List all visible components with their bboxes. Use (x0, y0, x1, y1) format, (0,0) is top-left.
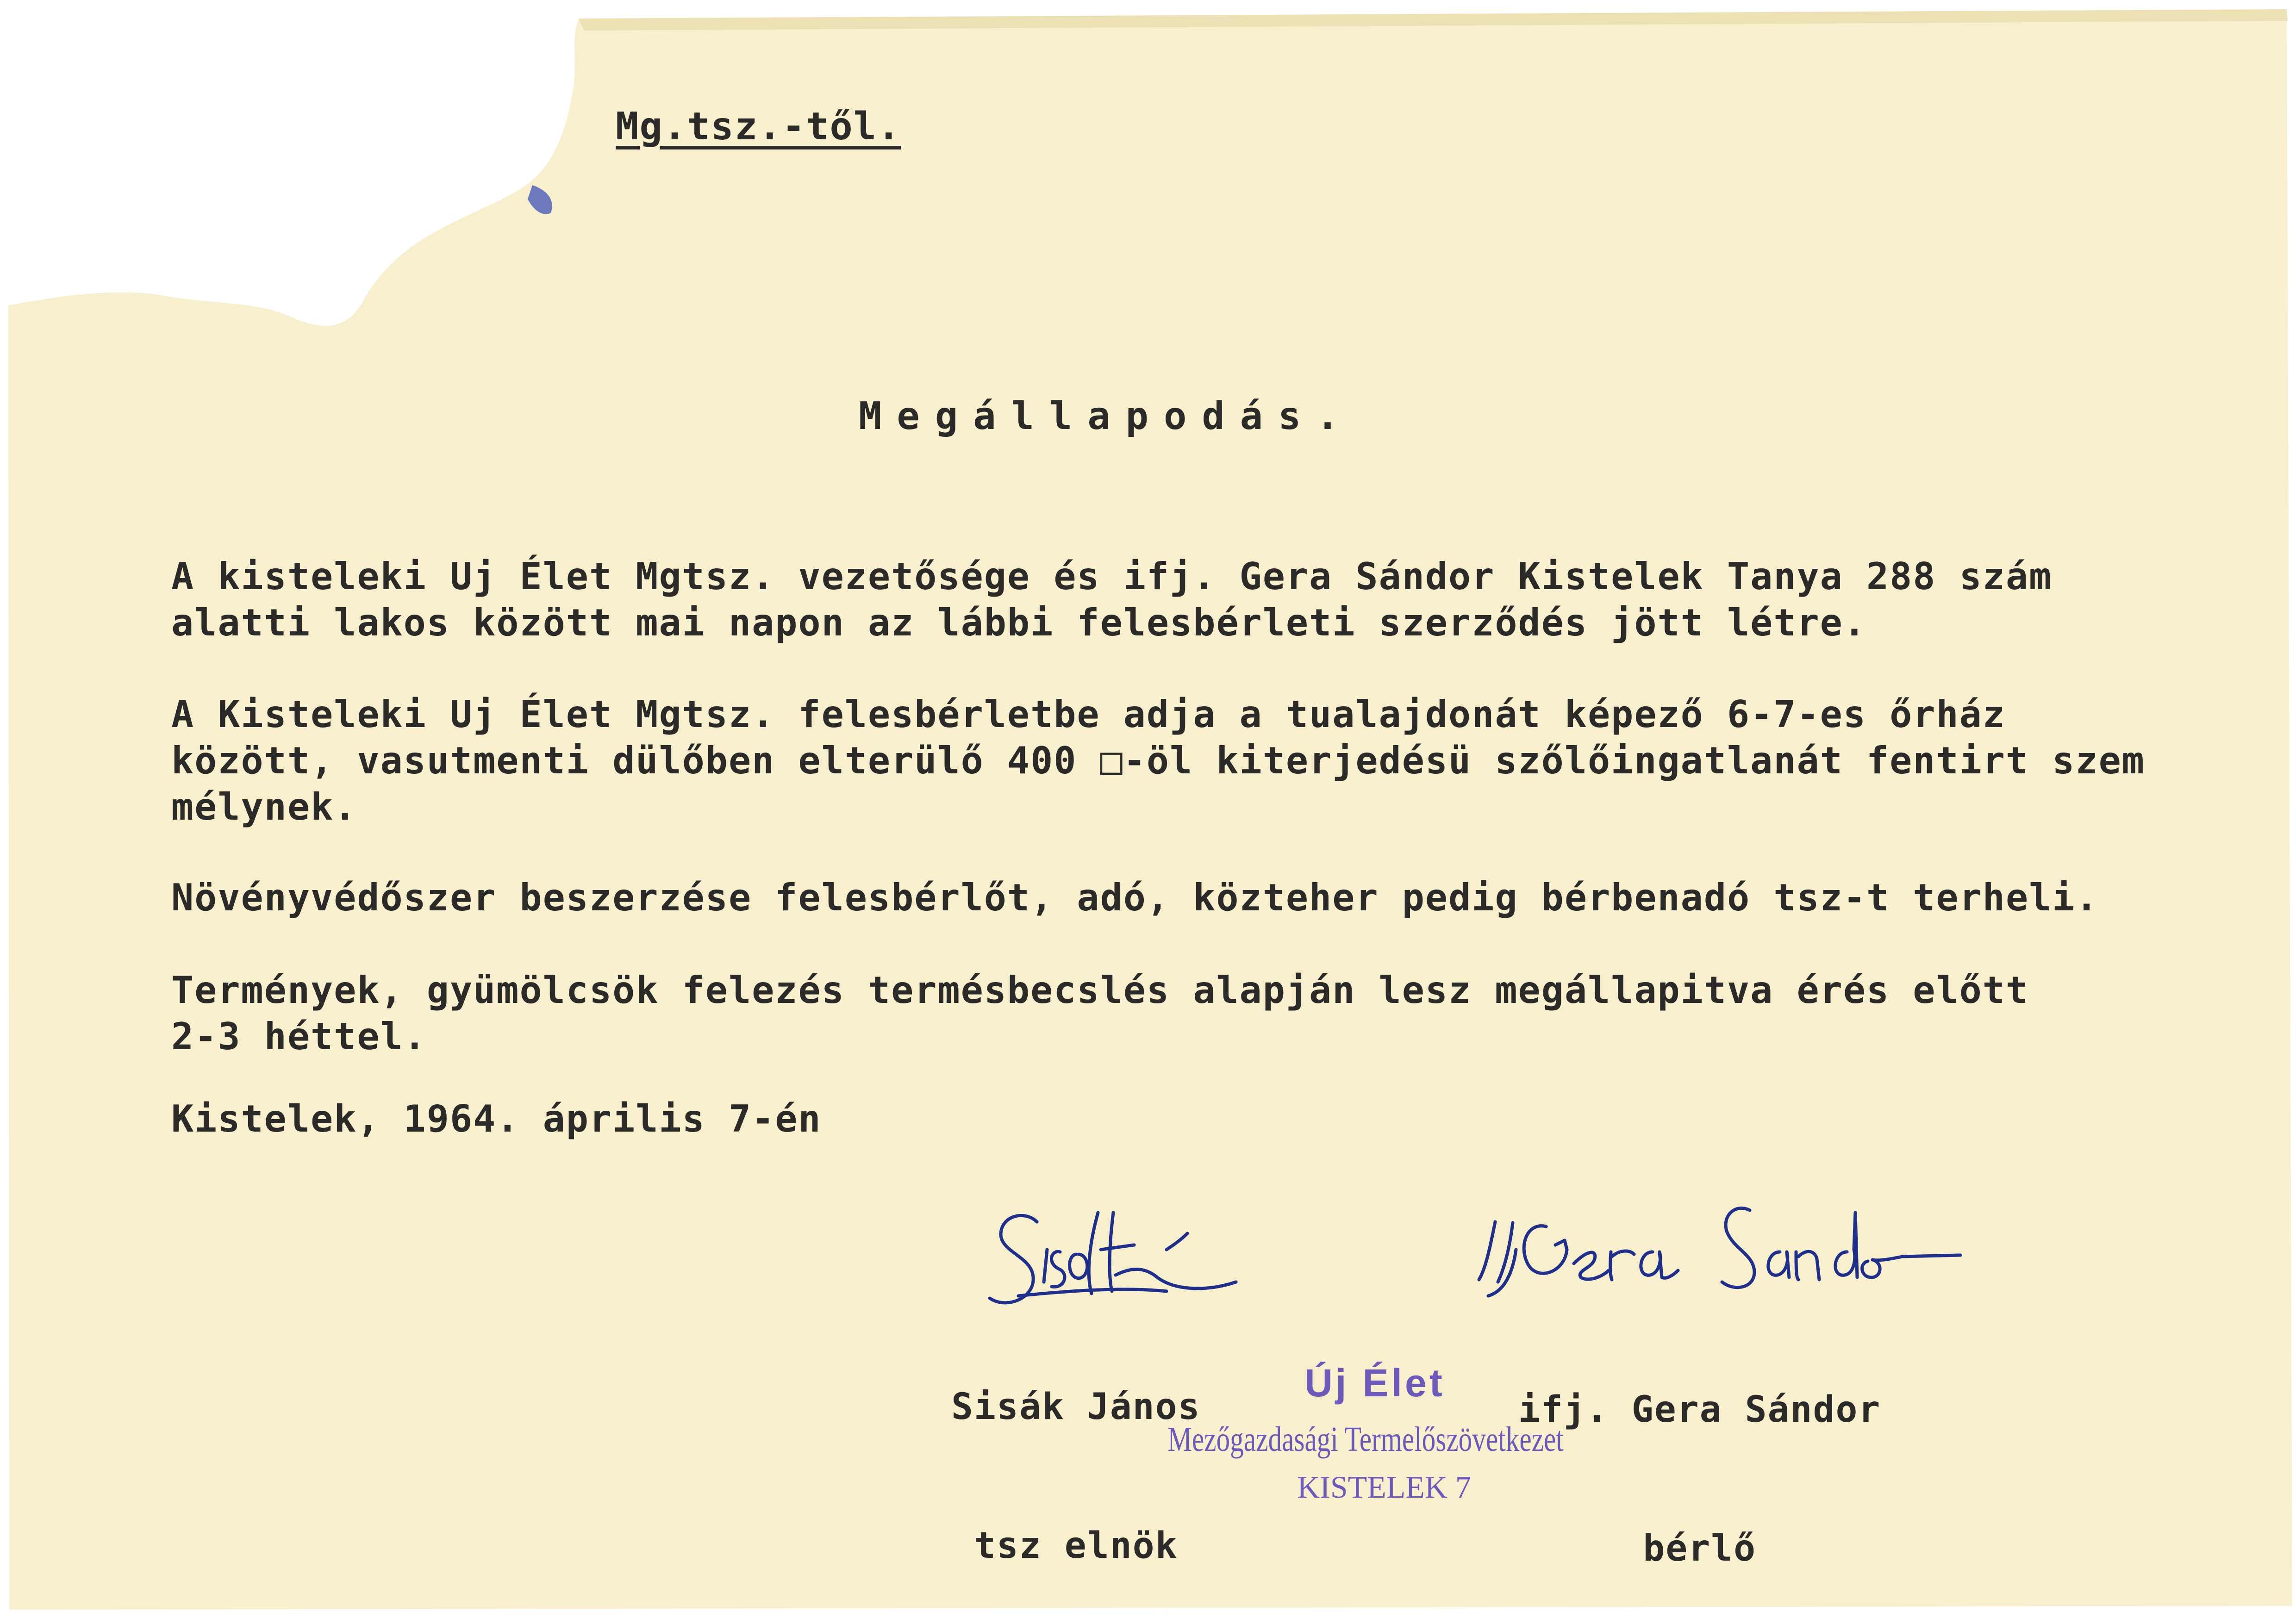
stamp-line-2: Mezőgazdasági Termelőszövetkezet (1167, 1420, 1564, 1459)
stamp-line-1: Új Élet (1304, 1361, 1445, 1405)
header-org-line: Mg.tsz.-től. (616, 105, 901, 149)
document-title: Megállapodás. (859, 394, 1354, 438)
cooperative-stamp (1042, 1361, 1690, 1506)
chairman-handwritten-signature (990, 1213, 1236, 1303)
paragraph-costs: Növényvédőszer beszerzése felesbérlőt, adó, közteher pedig bérbenadó tsz-t terheli. (171, 876, 2099, 919)
tenant-name: ifj. Gera Sándor (1518, 1389, 1881, 1431)
tenant-handwritten-signature (1479, 1208, 1960, 1296)
tenant-role: bérlő (1643, 1528, 1757, 1569)
paragraph-lease-object: A Kisteleki Uj Élet Mgtsz. felesbérletbe adja a tualajdonát képező 6-7-es őrház között, vasutmenti dülőben elterülő 400 □-öl kiterjedésü szőlőingatlanát fentirt szem mélynek. (171, 693, 2145, 828)
stamp-line-3: KISTELEK 7 (1297, 1469, 1471, 1505)
paragraph-parties: A kisteleki Uj Élet Mgtsz. vezetősége és ifj. Gera Sándor Kistelek Tanya 288 szám alatti lakos között mai napon az lábbi felesbérleti szerződés jött létre. (171, 555, 2053, 644)
paragraph-harvest-split: Termények, gyümölcsök felezés termésbecslés alapján lesz megállapitva érés előtt 2-3 héttel. (171, 969, 2029, 1058)
chairman-name: Sisák János (951, 1386, 1201, 1428)
chairman-role: tsz elnök (973, 1525, 1178, 1567)
date-line: Kistelek, 1964. április 7-én (171, 1097, 822, 1140)
